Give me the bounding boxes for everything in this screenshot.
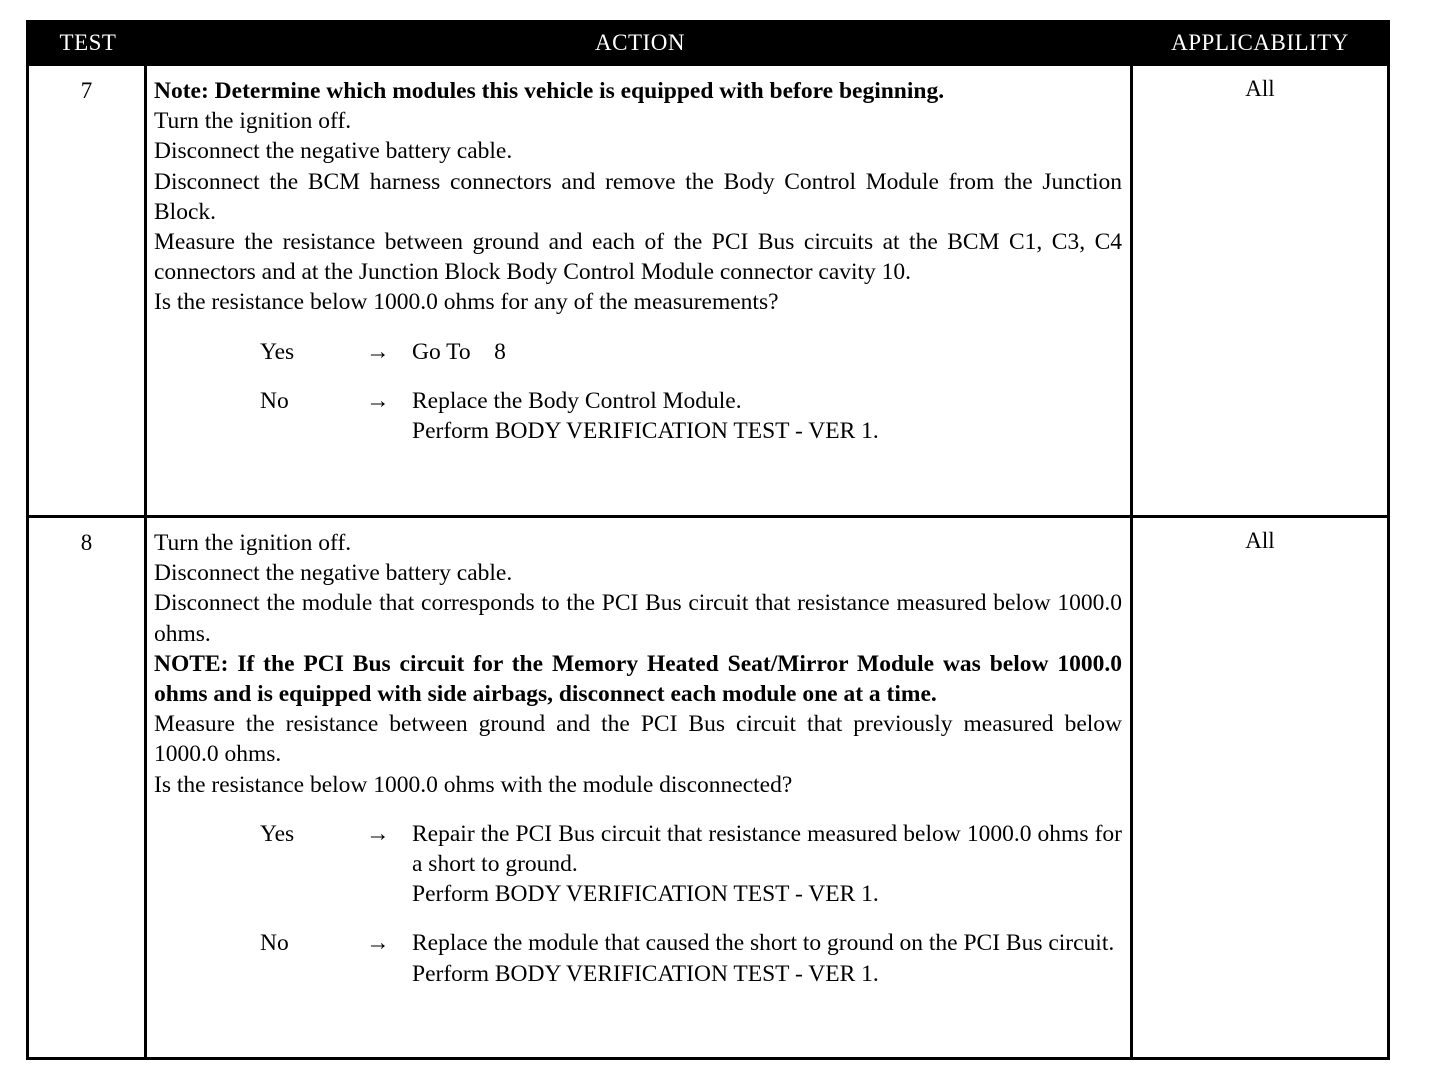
outcome-yes-label: Yes: [260, 338, 295, 365]
arrow-right-icon: →: [366, 338, 390, 365]
result-line: Perform BODY VERIFICATION TEST - VER 1.: [412, 960, 879, 987]
outcome-yes: [154, 819, 1122, 910]
question: Is the resistance below 1000.0 ohms with the module disconnected?: [154, 771, 793, 798]
step: Disconnect the BCM harness connectors and remove the Body Control Module from the Junction Block.: [154, 168, 1122, 225]
outcome-no-result: [412, 386, 1122, 446]
result-line: Repair the PCI Bus circuit that resistance measured below 1000.0 ohms for a short to ground.: [412, 820, 1122, 878]
outcome-no-result: [412, 928, 1122, 988]
outcome-no-label: No: [260, 387, 289, 414]
diagnostic-table: [26, 20, 1390, 1060]
header-test: TEST: [59, 30, 117, 55]
result-line: Perform BODY VERIFICATION TEST - VER 1.: [412, 881, 879, 908]
result-line: Replace the module that caused the short to ground on the PCI Bus circuit.: [412, 930, 1115, 957]
step: Measure the resistance between ground and each of the PCI Bus circuits at the BCM C1, C3, C4 connectors and at the Junction Block Body Control Module connector cavity 10.: [154, 229, 1122, 286]
action-cell: [147, 66, 1133, 515]
step: Turn the ignition off.: [154, 530, 352, 556]
result-line: Perform BODY VERIFICATION TEST - VER 1.: [412, 418, 879, 445]
arrow-right-icon: →: [366, 387, 390, 414]
step: Disconnect the negative battery cable.: [154, 560, 513, 587]
applicability-cell: All: [1245, 76, 1275, 101]
outcome-yes-result: [412, 337, 1122, 367]
outcome-yes-result: [412, 819, 1122, 910]
outcome-yes: [154, 337, 1122, 367]
outcome-no-label: No: [260, 930, 289, 957]
table-row-test-8: [29, 515, 1387, 1057]
header-action: ACTION: [595, 30, 685, 55]
arrow-right-icon: →: [366, 930, 390, 957]
question: Is the resistance below 1000.0 ohms for any of the measurements?: [154, 289, 779, 316]
step: Disconnect the negative battery cable.: [154, 138, 513, 165]
arrow-right-icon: →: [366, 820, 390, 847]
table-header: [29, 23, 1387, 63]
result-line: Replace the Body Control Module.: [412, 387, 742, 414]
action-cell: [147, 518, 1133, 1057]
table-row-test-7: [29, 63, 1387, 515]
test-number: 7: [29, 66, 147, 515]
step: Turn the ignition off.: [154, 108, 352, 135]
outcome-no: [154, 386, 1122, 446]
note: Note: Determine which modules this vehicle is equipped with before beginning.: [154, 78, 945, 104]
step: Measure the resistance between ground and the PCI Bus circuit that previously measured below 1000.0 ohms.: [154, 711, 1122, 768]
note: NOTE: If the PCI Bus circuit for the Memory Heated Seat/Mirror Module was below 1000.0 ohms and is equipped with side airbags, disconnect each module one at a time.: [154, 650, 1122, 708]
applicability-cell: All: [1245, 528, 1275, 553]
outcome-yes-label: Yes: [260, 820, 295, 847]
result-line: Go To 8: [412, 338, 506, 365]
header-applicability: APPLICABILITY: [1171, 30, 1349, 55]
outcome-no: [154, 928, 1122, 988]
test-number: 8: [29, 518, 147, 1057]
step: Disconnect the module that corresponds to the PCI Bus circuit that resistance measured below 1000.0 ohms.: [154, 590, 1122, 647]
